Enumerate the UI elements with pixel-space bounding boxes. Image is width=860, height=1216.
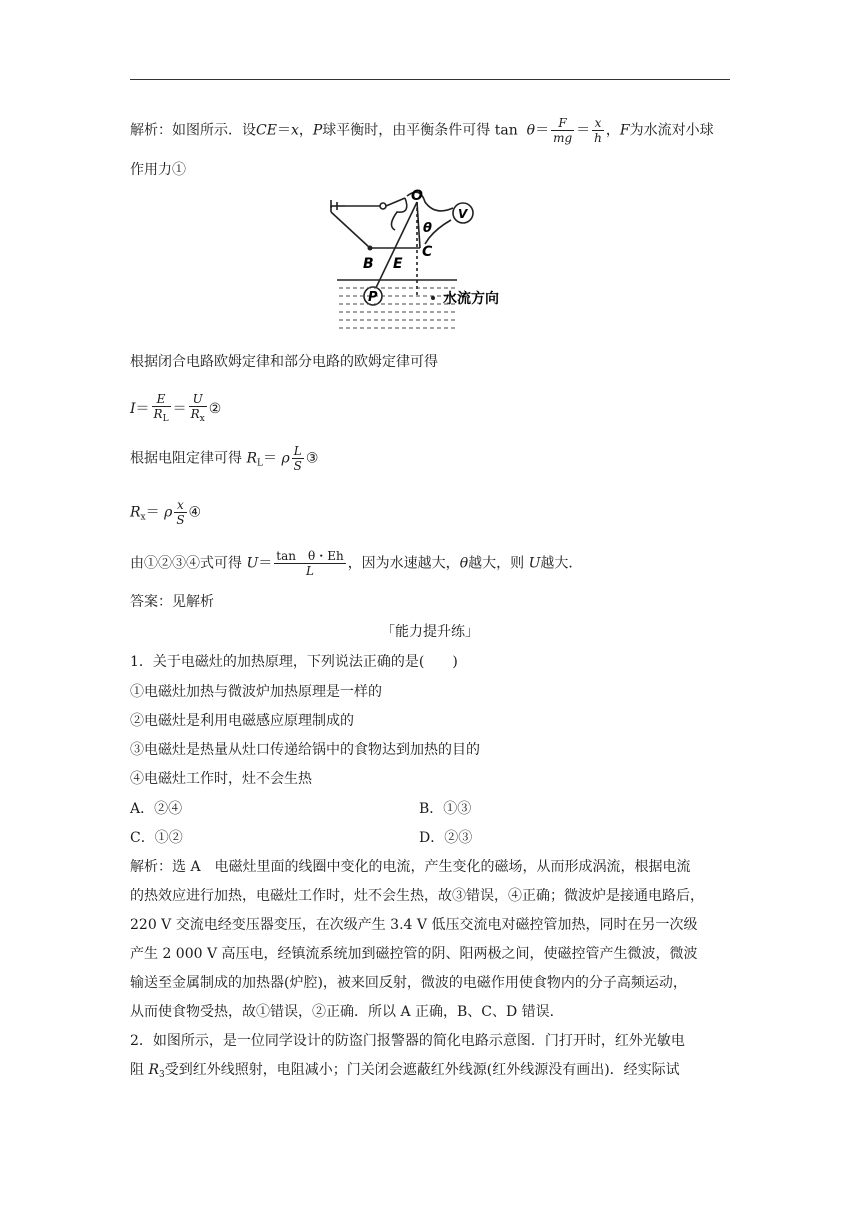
var-CE: CE	[256, 122, 277, 139]
label-O: O	[411, 188, 423, 204]
section-title: 「能力提升练」	[381, 624, 479, 640]
subscript: L	[162, 414, 169, 424]
var-x: x	[290, 122, 299, 139]
text: 解析：如图所示．设	[130, 122, 256, 139]
answer-line: 答案：见解析	[130, 594, 214, 610]
fraction-F-mg	[551, 116, 574, 145]
text: ，	[298, 122, 313, 139]
text: 由①②③④式可得	[130, 555, 242, 572]
analysis-line-1	[130, 116, 714, 145]
denominator: S	[176, 513, 185, 527]
var-I: I	[130, 401, 136, 417]
subscript: x	[140, 512, 146, 523]
fraction-E-RL	[152, 392, 171, 426]
label-theta: θ	[423, 221, 432, 236]
text: ＝	[258, 555, 273, 572]
equation-3	[130, 444, 318, 474]
var-rho: ρ	[164, 504, 173, 521]
numerator: x	[174, 498, 186, 513]
subscript: L	[257, 458, 263, 469]
text: ，	[605, 122, 620, 139]
q1-stem: 1．关于电磁灶的加热原理，下列说法正确的是( )	[130, 654, 458, 670]
q2-line-2	[130, 1060, 680, 1085]
denominator: S	[293, 459, 302, 473]
numerator: U	[189, 392, 207, 407]
q1-option-a: A．②④	[130, 801, 183, 817]
var-R: R	[153, 407, 163, 421]
q1-explanation-5: 输送至金属制成的加热器(炉腔)，被来回反射，微波的电磁作用使食物内的分子高频运动，	[130, 975, 687, 991]
text: 受到红外线照射，电阻减小；门关闭会遮蔽红外线源(红外线源没有画出)．经实际试	[164, 1062, 680, 1078]
var-R: R	[246, 450, 257, 467]
subscript: 3	[159, 1070, 165, 1080]
var-theta: θ	[526, 122, 536, 139]
var-theta: θ	[459, 555, 469, 572]
q1-statement-2: ②电磁灶是利用电磁感应原理制成的	[130, 713, 354, 729]
denominator: mg	[553, 131, 573, 145]
text: 阻	[130, 1062, 144, 1078]
label-V: V	[458, 207, 468, 221]
q1-option-d: D．②③	[419, 830, 473, 846]
var-R: R	[148, 1062, 159, 1078]
text: ＝	[276, 122, 291, 139]
numerator: L	[292, 444, 304, 459]
ohm-intro: 根据闭合电路欧姆定律和部分电路的欧姆定律可得	[130, 354, 438, 370]
q1-explanation-1: 解析：选 A 电磁灶里面的线圈中变化的电流，产生变化的磁场，从而形成涡流，根据电流	[130, 859, 691, 875]
var-R: R	[190, 407, 200, 421]
var-rho: ρ	[281, 450, 290, 467]
fraction-x-S	[174, 498, 186, 527]
q1-explanation-6: 从而使食物受热，故①错误，②正确．所以 A 正确，B、C、D 错误．	[130, 1004, 564, 1020]
marker: ③	[305, 450, 319, 467]
marker: ④	[188, 504, 202, 521]
fraction-result	[274, 549, 345, 578]
q1-explanation-4: 产生 2 000 V 高压电，经镇流系统加到磁控管的阴、阳两极之间，使磁控管产生微波，微波	[130, 946, 698, 962]
text: 越大，则	[468, 555, 525, 572]
text: ＝	[535, 122, 550, 139]
denominator	[152, 407, 171, 426]
var-U: U	[528, 555, 541, 572]
denominator: L	[305, 564, 314, 578]
label-C: C	[422, 244, 433, 260]
q1-option-c: C．①②	[130, 830, 183, 846]
q1-statement-4: ④电磁灶工作时，灶不会生热	[130, 771, 312, 787]
q2-line-1: 2．如图所示，是一位同学设计的防盗门报警器的简化电路示意图．门打开时，红外光敏电	[130, 1033, 685, 1049]
denominator	[189, 407, 207, 426]
equation-2	[130, 392, 221, 426]
text: ＝	[576, 122, 591, 139]
var-R: R	[130, 504, 141, 521]
label-water-direction: 水流方向	[443, 291, 499, 307]
text: ，因为水速越大，	[347, 555, 460, 572]
numerator: F	[551, 116, 574, 131]
text: ＝	[135, 401, 150, 417]
denominator: h	[594, 131, 602, 145]
q1-statement-3: ③电磁灶是热量从灶口传递给锅中的食物达到加热的目的	[130, 742, 480, 758]
text: 为水流对小球	[629, 122, 714, 139]
q1-explanation-3: 220 V 交流电经变压器变压，在次级产生 3.4 V 低压交流电对磁控管加热，同时在另一次级	[130, 917, 698, 933]
var-U: U	[246, 555, 259, 572]
q1-explanation-2: 的热效应进行加热，电磁灶工作时，灶不会生热，故③错误，④正确；微波炉是接通电路后，	[130, 888, 704, 904]
text: ＝	[172, 401, 187, 417]
q1-statement-1: ①电磁灶加热与微波炉加热原理是一样的	[130, 684, 382, 700]
text: 球平衡时，由平衡条件可得 tan	[322, 122, 518, 139]
header-rule	[130, 79, 730, 80]
fraction-L-S	[292, 444, 304, 473]
label-B: B	[363, 256, 374, 272]
point-B-dot	[368, 246, 373, 251]
q1-option-b: B．①③	[419, 801, 472, 817]
equation-4	[130, 498, 201, 528]
text: ＝	[145, 504, 160, 521]
subscript: x	[199, 414, 205, 424]
var-F: F	[619, 122, 630, 139]
text: 越大．	[540, 555, 583, 572]
text: ＝	[262, 450, 277, 467]
numerator: x	[592, 116, 604, 131]
flow-dot	[431, 296, 435, 300]
var-P: P	[312, 122, 323, 139]
numerator: tan θ・Eh	[276, 549, 344, 563]
label-P: P	[368, 290, 378, 305]
label-E: E	[393, 256, 403, 272]
text: 根据电阻定律可得	[130, 450, 242, 467]
marker: ②	[208, 401, 222, 417]
fraction-x-h	[592, 116, 604, 145]
numerator: E	[152, 392, 171, 407]
fraction-U-Rx	[189, 392, 207, 426]
circuit-figure	[325, 186, 525, 338]
analysis-line-2: 作用力①	[130, 162, 186, 178]
equation-5	[130, 549, 582, 578]
